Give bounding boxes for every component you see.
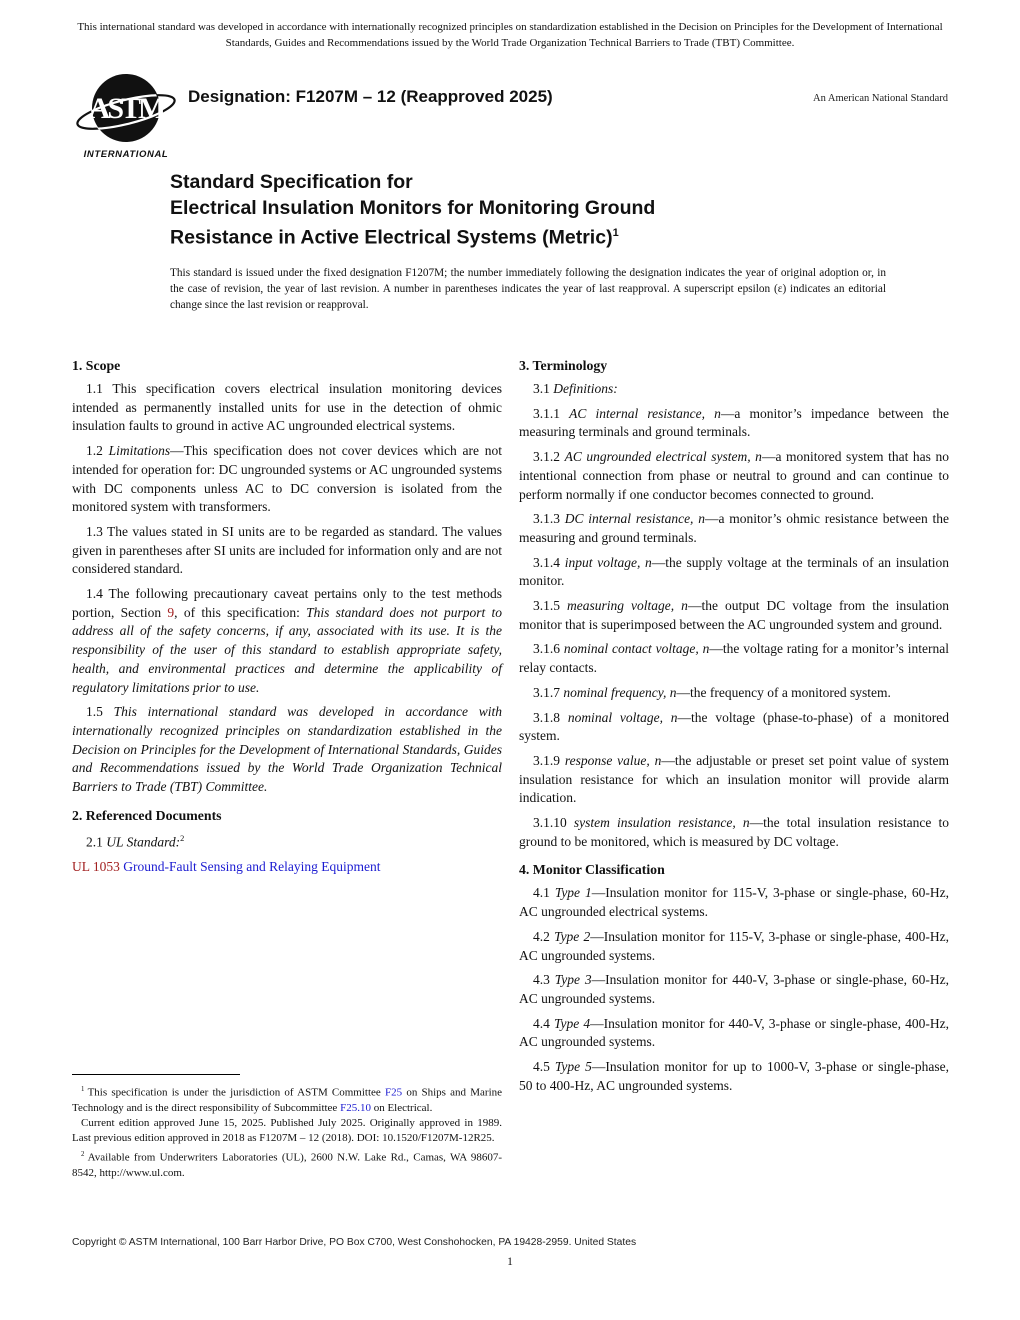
right-column — [519, 347, 949, 1181]
paragraph — [519, 814, 949, 851]
text-run: 3.1.4 — [533, 554, 565, 570]
text-run: This international standard was developed in accordance with internationally recognized principles on standardization established in the Decision on Principles for the Development of International Standards, Guides and Recommendations issued by the World Trade Organization Technical Barriers to Trade (TBT) Committee. — [72, 704, 503, 795]
text-run: UL Standard: — [106, 834, 181, 850]
astm-logo — [74, 72, 178, 160]
text-run: —Insulation monitor for 440-V, 3-phase or single-phase, 60-Hz, AC ungrounded systems. — [519, 972, 949, 1006]
paragraph — [72, 830, 502, 852]
paragraph — [72, 380, 502, 436]
section-heading: 2. Referenced Documents — [72, 807, 222, 823]
document-header — [72, 72, 948, 164]
text-run: 3.1.8 — [533, 709, 568, 725]
section-heading: 1. Scope — [72, 358, 121, 373]
title-line-1: Standard Specification for — [170, 171, 413, 193]
paragraph — [519, 554, 949, 591]
section-heading: 4. Monitor Classification — [519, 862, 665, 878]
text-run: Type 5 — [554, 1059, 592, 1075]
text-run: —the frequency of a monitored system. — [676, 684, 891, 700]
text-run: —Insulation monitor for 115-V, 3-phase or single-phase, 400-Hz, AC ungrounded systems. — [519, 928, 950, 963]
text-run: AC internal resistance, n — [569, 405, 721, 421]
title-line-2: Electrical Insulation Monitors for Monitoring Ground — [170, 196, 656, 219]
text-run: 3.1.7 — [533, 684, 564, 700]
text-run: input voltage, n — [564, 554, 652, 570]
text-run: 3.1.3 — [533, 511, 565, 527]
text-run: —a monitored system that has no intentional connection from phase or neutral to ground and can continue to perform normally if one conductor becomes connected to ground. — [519, 449, 949, 502]
paragraph — [72, 442, 502, 517]
text-run: 4.5 — [533, 1059, 555, 1075]
paragraph — [519, 884, 949, 921]
text-run: —a monitor’s impedance between the measuring terminals and ground terminals. — [519, 405, 949, 440]
text-run: 1.4 The following precautionary caveat pertains only to the test methods portion, Section — [72, 586, 502, 620]
text-run: 4.4 — [533, 1015, 554, 1031]
text-run: response value, n — [564, 752, 662, 768]
text-run: 1.3 The values stated in SI units are to be regarded as standard. The values given in parentheses after SI units are included for information only and are not considered standard. — [72, 523, 502, 577]
text-run: Type 3 — [554, 972, 592, 988]
title-line-3 — [170, 221, 830, 251]
text-run: on Ships and Marine Technology and is the direct responsibility of Subcommittee — [72, 1086, 503, 1114]
paragraph — [519, 709, 949, 746]
text-run: —the adjustable or preset set point value of system insulation resistance for which an insulation monitor will provide alarm indication. — [519, 752, 950, 806]
text-run: 4.3 — [533, 972, 555, 988]
paragraph — [519, 640, 949, 677]
text-run: 1.2 — [86, 443, 109, 459]
national-standard-note: An American National Standard — [812, 93, 948, 104]
text-run: 3.1.2 — [533, 449, 565, 465]
text-run: —the voltage (phase-to-phase) of a monitored system. — [519, 709, 949, 744]
text-run: 4.1 — [533, 885, 555, 901]
left-column-content — [72, 347, 502, 877]
title-line-3-text: Resistance in Active Electrical Systems (Metric) — [170, 226, 613, 249]
paragraph — [72, 1116, 502, 1147]
text-run: Type 4 — [554, 1015, 591, 1031]
text-run: 4.2 — [533, 928, 555, 944]
text-run: Definitions: — [553, 381, 618, 396]
paragraph — [72, 585, 502, 697]
text-run: —a monitor’s ohmic resistance between the measuring and ground terminals. — [519, 511, 950, 545]
astm-logo-globe — [74, 72, 178, 146]
paragraph — [519, 1058, 949, 1095]
text-run: , of this specification: — [174, 604, 307, 620]
footnote-divider — [72, 1074, 240, 1075]
paragraph — [72, 523, 502, 579]
text-run: Available from Underwriters Laboratories (UL), 2600 N.W. Lake Rd., Camas, WA 98607-8542, http://www.ul.com. — [72, 1151, 502, 1179]
text-run: 3.1.10 — [533, 815, 574, 831]
cross-reference-link[interactable]: Ground-Fault Sensing and Relaying Equipment — [123, 858, 381, 874]
paragraph — [72, 703, 502, 797]
text-run: —This specification does not cover devices which are not intended for operation for: DC ungrounded systems or AC ungrounded systems with DC components unless AC to DC conversion is isolated from the monitored system with transformers. — [72, 443, 503, 515]
text-run: nominal frequency, n — [563, 684, 677, 700]
text-run: 1.1 This specification covers electrical insulation monitoring devices intended as permanently installed units for use in the detection of ohmic insulation faults to ground in active AC ungrounded electrical systems. — [72, 381, 502, 434]
footnote-content — [72, 1082, 502, 1181]
paragraph — [519, 684, 949, 703]
text-run: 2 — [81, 1150, 88, 1158]
text-run: Current edition approved June 15, 2025. Published July 2025. Originally approved in 1989. Last previous edition approved in 2018 as F1207M – 12 (2018). DOI: 10.1520/F1207M-12R25. — [72, 1117, 502, 1145]
text-run: 2.1 — [86, 834, 107, 850]
paragraph — [72, 858, 502, 877]
text-run: This standard does not purport to address all of the safety concerns, if any, associated with its use. It is the responsibility of the user of this standard to establish appropriate safety, health, and environmental practices and determine the applicability of regulatory limitations prior to use. — [72, 604, 502, 695]
text-run: —the voltage rating for a monitor’s internal relay contacts. — [519, 641, 950, 676]
text-run: —the supply voltage at the terminals of an insulation monitor. — [519, 554, 949, 589]
cross-reference-link[interactable]: F25.10 — [340, 1101, 371, 1114]
paragraph — [519, 752, 949, 808]
paragraph — [519, 1015, 949, 1052]
text-run: 3.1.9 — [533, 752, 565, 768]
paragraph — [519, 928, 949, 965]
paragraph — [519, 971, 949, 1008]
text-run: nominal voltage, n — [567, 709, 678, 725]
text-run: on Electrical. — [370, 1101, 433, 1114]
text-run: —Insulation monitor for 440-V, 3-phase or single-phase, 400-Hz, AC ungrounded systems. — [519, 1015, 949, 1050]
text-run: DC internal resistance, n — [564, 511, 705, 527]
text-run: Type 2 — [554, 928, 591, 944]
copyright-line: Copyright © ASTM International, 100 Barr Harbor Drive, PO Box C700, West Conshohocken, PA 19428-2959. United States — [72, 1237, 637, 1248]
text-run: 3.1.6 — [533, 641, 564, 657]
designation-line: Designation: F1207M – 12 (Reapproved 2025) — [188, 87, 553, 106]
title-footnote-ref[interactable]: 1 — [612, 227, 619, 239]
cross-reference-link[interactable]: F25 — [385, 1086, 403, 1099]
text-run: measuring voltage, n — [567, 598, 688, 614]
text-run: 1 — [81, 1085, 88, 1093]
text-run: Type 1 — [554, 885, 592, 901]
paragraph — [519, 597, 949, 634]
right-column-content — [519, 358, 949, 1096]
text-run: system insulation resistance, n — [573, 815, 750, 831]
astm-logo-text: ASTM — [88, 92, 164, 125]
body-columns — [72, 347, 950, 1181]
cross-reference-link[interactable]: 9 — [167, 604, 175, 620]
astm-logo-caption: INTERNATIONAL — [83, 149, 169, 160]
paragraph — [519, 405, 949, 442]
text-run: —Insulation monitor for 115-V, 3-phase or single-phase, 60-Hz, AC ungrounded electrical systems. — [519, 885, 950, 920]
text-run: —the total insulation resistance to ground to be monitored, which is measured by DC voltage. — [519, 815, 949, 849]
paragraph — [519, 448, 949, 504]
text-run: Limitations — [108, 443, 171, 459]
text-run: 3.1.1 — [533, 405, 570, 421]
text-run: —Insulation monitor for up to 1000-V, 3-phase or single-phase, 50 to 400-Hz, AC ungrounded systems. — [519, 1059, 950, 1093]
text-run: 3.1.5 — [533, 598, 568, 614]
document-title — [170, 170, 830, 251]
paragraph — [519, 380, 949, 399]
paragraph — [519, 510, 949, 547]
cross-reference-link[interactable]: UL 1053 — [72, 858, 124, 874]
tbt-notice: This international standard was developed in accordance with internationally recognized principles on standardization established in the Decision on Principles for the Development of International Standards, Guides and Recommendations issued by the World Trade Organization Technical Barriers to Trade (TBT) Committee. — [77, 21, 943, 49]
footnote-block — [72, 1074, 502, 1181]
text-run: This specification is under the jurisdiction of ASTM Committee — [87, 1086, 385, 1099]
paragraph — [72, 1082, 502, 1116]
text-run: —the output DC voltage from the insulation monitor that is superimposed between the AC ungrounded system and ground. — [519, 598, 950, 632]
issued-note: This standard is issued under the fixed designation F1207M; the number immediately following the designation indicates the year of original adoption or, in the case of revision, the year of last revision. A number in parentheses indicates the year of last reapproval. A superscript epsilon (ε) indicates an editorial change since the last revision or reapproval. — [170, 267, 886, 311]
page-number: 1 — [507, 1256, 513, 1268]
left-column — [72, 347, 502, 1181]
text-run: AC ungrounded electrical system, n — [564, 449, 762, 465]
text-run: 3.1 — [533, 381, 554, 396]
text-run: 2 — [180, 833, 185, 843]
paragraph — [72, 1147, 502, 1181]
text-run: nominal contact voltage, n — [563, 641, 710, 657]
section-heading: 3. Terminology — [519, 358, 608, 373]
text-run: 1.5 — [86, 704, 114, 720]
